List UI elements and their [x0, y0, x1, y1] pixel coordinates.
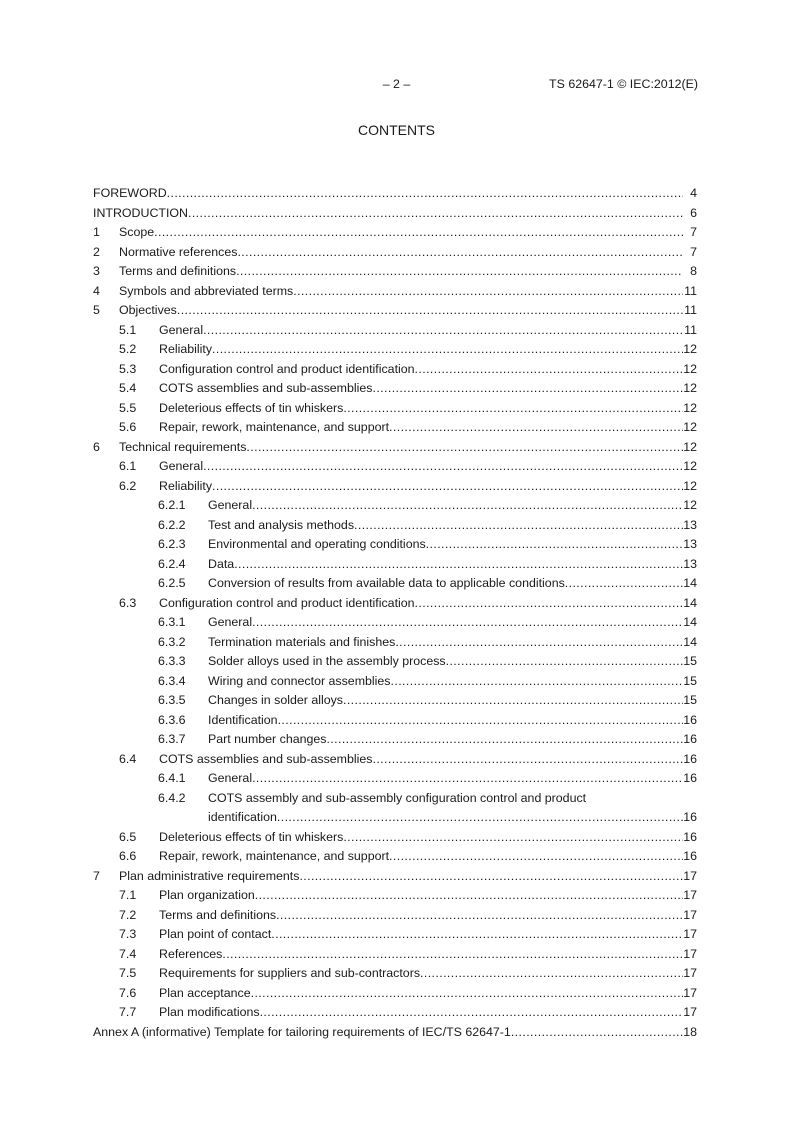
dot-leader — [293, 282, 683, 302]
toc-entry-number: 6.2.1 — [158, 498, 186, 512]
toc-entry[interactable] — [93, 379, 697, 399]
toc-entry-title: COTS assemblies and sub-assemblies — [159, 751, 373, 766]
toc-entry[interactable] — [93, 945, 697, 965]
toc-entry-page: 15 — [683, 673, 697, 688]
dot-leader — [203, 457, 683, 477]
toc-entry-page: 7 — [690, 244, 697, 259]
dot-leader — [252, 613, 683, 633]
toc-entry-number: 6.2.5 — [158, 576, 186, 590]
dot-leader — [565, 574, 683, 594]
dot-leader — [354, 516, 683, 536]
toc-entry-title: COTS assemblies and sub-assemblies — [159, 381, 373, 395]
toc-entry-number: 7.7 — [119, 1005, 137, 1019]
dot-leader — [426, 535, 683, 555]
toc-entry-page: 17 — [683, 985, 697, 1000]
toc-entry-title: General — [208, 615, 253, 629]
toc-entry[interactable] — [93, 964, 697, 984]
toc-entry-number: 7.6 — [119, 985, 137, 1000]
toc-entry[interactable] — [93, 496, 697, 516]
toc-entry-page: 4 — [690, 186, 697, 200]
toc-entry[interactable] — [93, 262, 697, 282]
table-of-contents — [93, 184, 697, 1042]
toc-entry-title: Reliability — [159, 478, 213, 493]
contents-title: CONTENTS — [358, 122, 435, 138]
toc-entry[interactable] — [93, 984, 697, 1004]
dot-leader — [343, 691, 683, 711]
toc-entry-page: 16 — [683, 829, 697, 844]
toc-entry-number: 6.1 — [119, 459, 137, 473]
toc-entry-number: 6.3.4 — [158, 673, 186, 688]
dot-leader — [372, 750, 683, 770]
toc-entry-title: Repair, rework, maintenance, and support — [159, 849, 390, 863]
toc-entry-number: 7.4 — [119, 946, 137, 961]
toc-entry-title: General — [159, 459, 204, 473]
toc-entry-number: 6.3.6 — [158, 712, 186, 727]
toc-entry-number: 6.6 — [119, 849, 137, 863]
toc-entry-title: Configuration control and product identification — [159, 361, 415, 376]
toc-entry-title: Deleterious effects of tin whiskers — [159, 400, 344, 415]
toc-entry-title: Symbols and abbreviated terms — [119, 283, 294, 298]
toc-entry-title: Plan administrative requirements — [119, 868, 300, 883]
toc-entry-page: 14 — [683, 576, 697, 590]
dot-leader — [343, 828, 683, 848]
toc-entry-page: 16 — [683, 712, 697, 727]
toc-entry-number: 3 — [93, 264, 100, 278]
dot-leader — [511, 1023, 683, 1043]
toc-entry-page: 12 — [683, 420, 697, 434]
toc-entry[interactable] — [93, 282, 697, 302]
document-reference: TS 62647-1 © IEC:2012(E) — [549, 77, 698, 91]
toc-entry-title: Plan modifications — [159, 1005, 260, 1019]
toc-entry-title: Wiring and connector assemblies — [208, 673, 391, 688]
toc-entry-page: 17 — [683, 1005, 697, 1019]
toc-entry-page: 14 — [683, 595, 697, 610]
toc-entry-number: 6.4.1 — [158, 771, 186, 785]
toc-entry-number: 6.3.3 — [158, 654, 186, 668]
toc-entry-title: Solder alloys used in the assembly process — [208, 654, 446, 668]
toc-entry[interactable] — [93, 184, 697, 204]
dot-leader — [389, 418, 683, 438]
toc-entry[interactable] — [93, 711, 697, 731]
toc-entry-page: 8 — [690, 264, 697, 278]
toc-entry-number: 5.5 — [119, 400, 137, 415]
toc-entry-page: 12 — [683, 361, 697, 376]
toc-entry-title: Scope — [119, 225, 155, 239]
toc-entry-page: 14 — [683, 634, 697, 649]
dot-leader — [326, 730, 683, 750]
toc-entry-number: 4 — [93, 283, 100, 298]
toc-entry-number: 7.2 — [119, 907, 137, 922]
toc-entry-number: 6.2.3 — [158, 537, 186, 551]
dot-leader — [222, 945, 683, 965]
toc-entry-page: 13 — [683, 556, 697, 571]
toc-entry[interactable] — [93, 594, 697, 614]
toc-entry-title: COTS assembly and sub-assembly configuration control and product — [208, 790, 587, 805]
dot-leader — [203, 321, 683, 341]
toc-entry[interactable] — [93, 223, 697, 243]
toc-entry-title: Identification — [208, 712, 278, 727]
toc-entry[interactable] — [93, 399, 697, 419]
toc-entry-number: 6.3.1 — [158, 615, 186, 629]
toc-entry-number: 6.3 — [119, 595, 137, 610]
toc-entry-page: 14 — [683, 615, 697, 629]
toc-entry[interactable] — [93, 750, 697, 770]
dot-leader — [167, 184, 683, 204]
toc-entry-title: Conversion of results from available data to applicable conditions — [208, 576, 565, 590]
toc-entry[interactable] — [93, 204, 697, 224]
toc-entry[interactable] — [93, 535, 697, 555]
toc-entry-title: Data — [208, 556, 235, 571]
toc-entry[interactable] — [93, 789, 697, 828]
toc-entry-title: General — [159, 322, 204, 337]
toc-entry[interactable] — [93, 1003, 697, 1023]
toc-entry-number: 5 — [93, 303, 100, 317]
toc-entry-number: 6.4 — [119, 751, 137, 766]
toc-entry[interactable] — [93, 652, 697, 672]
dot-leader — [278, 711, 683, 731]
toc-entry[interactable] — [93, 301, 697, 321]
toc-entry-title: Requirements for suppliers and sub-contractors — [159, 966, 421, 980]
dot-leader — [212, 340, 683, 360]
toc-entry-number: 1 — [93, 225, 100, 239]
toc-entry-page: 13 — [683, 537, 697, 551]
dot-leader — [277, 808, 683, 828]
dot-leader — [415, 360, 683, 380]
toc-entry-title: Reliability — [159, 342, 213, 356]
toc-entry-title: Test and analysis methods — [208, 517, 355, 532]
toc-entry-page: 13 — [683, 517, 697, 532]
toc-entry-page: 18 — [683, 1024, 697, 1039]
toc-entry[interactable] — [93, 1023, 697, 1043]
toc-entry-page: 15 — [683, 693, 697, 707]
dot-leader — [154, 223, 683, 243]
toc-entry-page: 15 — [683, 654, 697, 668]
toc-entry-title: Plan point of contact — [159, 927, 272, 941]
dot-leader — [415, 594, 683, 614]
toc-entry-number: 7.3 — [119, 927, 137, 941]
toc-entry[interactable] — [93, 730, 697, 750]
toc-entry-page: 12 — [683, 459, 697, 473]
toc-entry[interactable] — [93, 691, 697, 711]
dot-leader — [252, 769, 683, 789]
toc-entry-page: 16 — [683, 849, 697, 863]
toc-entry-page: 17 — [683, 946, 697, 961]
toc-entry-title: General — [208, 771, 253, 785]
toc-entry-number: 6.2.2 — [158, 517, 186, 532]
toc-entry-title: Deleterious effects of tin whiskers — [159, 829, 344, 844]
toc-entry-page: 16 — [683, 810, 697, 824]
toc-entry-title: Part number changes — [208, 732, 327, 746]
toc-entry-page: 11 — [684, 283, 697, 298]
toc-entry[interactable] — [93, 847, 697, 867]
toc-entry-number: 7.5 — [119, 966, 137, 980]
dot-leader — [188, 204, 683, 224]
toc-entry[interactable] — [93, 886, 697, 906]
toc-entry[interactable] — [93, 633, 697, 653]
toc-entry[interactable] — [93, 925, 697, 945]
toc-entry-title: Plan organization — [159, 888, 255, 902]
toc-entry[interactable] — [93, 438, 697, 458]
toc-entry-title: Terms and definitions — [159, 907, 277, 922]
dot-leader — [420, 964, 683, 984]
toc-entry-number: 5.4 — [119, 381, 137, 395]
toc-entry-number: 5.3 — [119, 361, 137, 376]
toc-entry[interactable] — [93, 457, 697, 477]
dot-leader — [252, 496, 683, 516]
dot-leader — [391, 672, 683, 692]
dot-leader — [446, 652, 683, 672]
dot-leader — [276, 906, 683, 926]
dot-leader — [343, 399, 683, 419]
dot-leader — [237, 243, 683, 263]
dot-leader — [255, 886, 683, 906]
toc-entry-number: 6.3.7 — [158, 732, 186, 746]
toc-entry-title: General — [208, 498, 253, 512]
toc-entry-page: 12 — [683, 478, 697, 493]
toc-entry-page: 17 — [683, 868, 697, 883]
toc-entry-page: 12 — [683, 439, 697, 454]
toc-entry-page: 12 — [683, 381, 697, 395]
toc-entry[interactable] — [93, 867, 697, 887]
toc-entry[interactable] — [93, 574, 697, 594]
toc-entry-page: 17 — [683, 966, 697, 980]
toc-entry[interactable] — [93, 477, 697, 497]
dot-leader — [395, 633, 683, 653]
toc-entry-page: 6 — [690, 205, 697, 220]
dot-leader — [299, 867, 683, 887]
toc-entry-title: Technical requirements — [119, 439, 247, 454]
dot-leader — [236, 262, 683, 282]
toc-entry-page: 17 — [683, 927, 697, 941]
toc-entry-page: 16 — [683, 732, 697, 746]
toc-entry[interactable] — [93, 243, 697, 263]
dot-leader — [251, 984, 683, 1004]
toc-entry-page: 7 — [690, 225, 697, 239]
toc-entry-number: 6 — [93, 439, 100, 454]
toc-entry-number: 6.3.5 — [158, 693, 186, 707]
toc-entry[interactable] — [93, 828, 697, 848]
toc-entry-title-continued: identification — [208, 810, 277, 824]
toc-entry-page: 12 — [683, 342, 697, 356]
toc-entry-number: 5.6 — [119, 420, 137, 434]
dot-leader — [372, 379, 683, 399]
toc-entry-number: 5.2 — [119, 342, 137, 356]
toc-entry[interactable] — [93, 321, 697, 341]
toc-entry-title: Terms and definitions — [119, 264, 237, 278]
dot-leader — [177, 301, 683, 321]
toc-entry-title: Termination materials and finishes — [208, 634, 396, 649]
toc-entry-number: 6.5 — [119, 829, 137, 844]
dot-leader — [389, 847, 683, 867]
toc-entry-number: 7.1 — [119, 888, 137, 902]
toc-entry[interactable] — [93, 418, 697, 438]
toc-entry[interactable] — [93, 672, 697, 692]
toc-entry[interactable] — [93, 516, 697, 536]
toc-entry-title: Annex A (informative) Template for tailoring requirements of IEC/TS 62647-1 — [93, 1024, 511, 1039]
toc-entry-page: 16 — [683, 751, 697, 766]
toc-entry[interactable] — [93, 769, 697, 789]
dot-leader — [234, 555, 683, 575]
toc-entry-title: Objectives — [119, 303, 177, 317]
toc-entry[interactable] — [93, 906, 697, 926]
toc-entry-number: 2 — [93, 244, 100, 259]
toc-entry[interactable] — [93, 360, 697, 380]
toc-entry-title: INTRODUCTION — [93, 205, 188, 220]
dot-leader — [260, 1003, 683, 1023]
toc-entry-title: Changes in solder alloys — [208, 693, 343, 707]
toc-entry-page: 16 — [683, 771, 697, 785]
page-number: – 2 – — [382, 77, 411, 91]
toc-entry-page: 11 — [684, 322, 697, 337]
toc-entry-page: 12 — [683, 498, 697, 512]
dot-leader — [246, 438, 683, 458]
toc-entry-title: Normative references — [119, 244, 238, 259]
toc-entry-title: Repair, rework, maintenance, and support — [159, 420, 390, 434]
toc-entry-title: FOREWORD — [93, 186, 167, 200]
toc-entry-page: 17 — [683, 907, 697, 922]
toc-entry-number: 7 — [93, 868, 100, 883]
toc-entry-number: 6.3.2 — [158, 634, 186, 649]
toc-entry[interactable] — [93, 613, 697, 633]
toc-entry-page: 17 — [683, 888, 697, 902]
toc-entry-number: 6.2 — [119, 478, 137, 493]
toc-entry-number: 5.1 — [119, 322, 137, 337]
toc-entry-number: 6.4.2 — [158, 790, 186, 805]
dot-leader — [212, 477, 683, 497]
toc-entry-title: Plan acceptance — [159, 985, 251, 1000]
toc-entry-page: 12 — [683, 400, 697, 415]
dot-leader — [271, 925, 683, 945]
toc-entry-number: 6.2.4 — [158, 556, 186, 571]
toc-entry[interactable] — [93, 340, 697, 360]
toc-entry[interactable] — [93, 555, 697, 575]
toc-entry-title: Environmental and operating conditions — [208, 537, 426, 551]
toc-entry-title: Configuration control and product identification — [159, 595, 415, 610]
toc-entry-page: 11 — [684, 303, 697, 317]
toc-entry-title: References — [159, 946, 223, 961]
